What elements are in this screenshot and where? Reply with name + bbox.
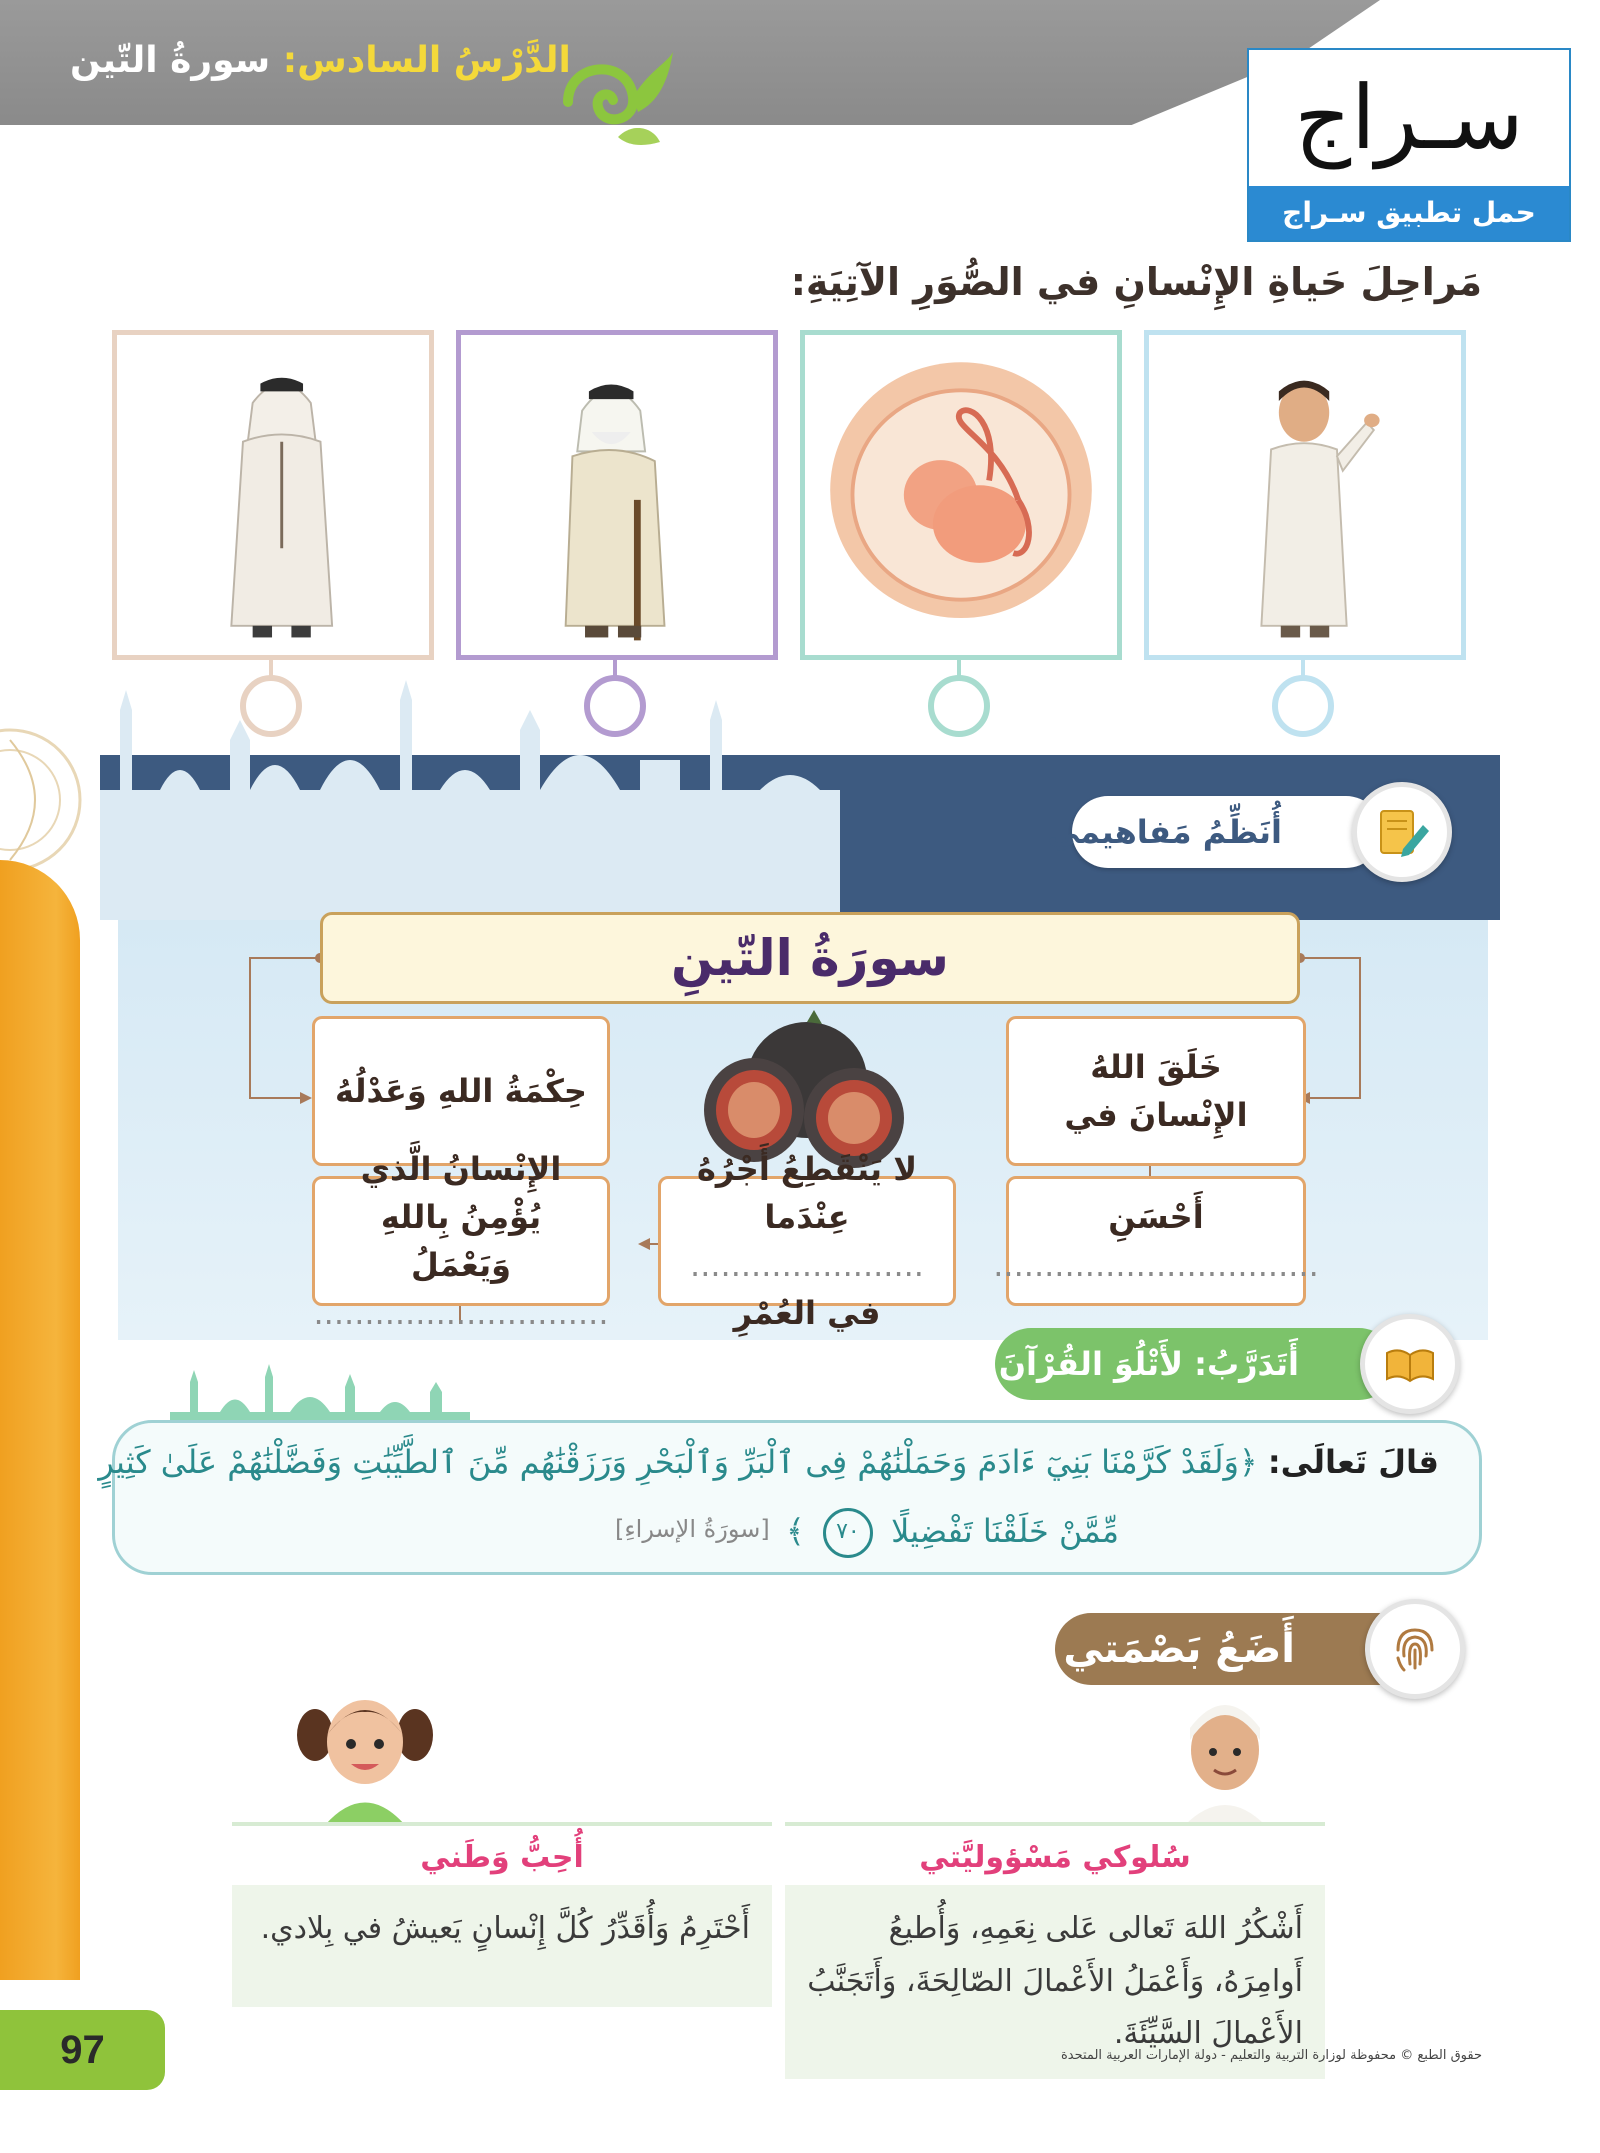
lesson-title [70,40,571,81]
verse-intro: قالَ تَعالَى: [1267,1443,1439,1481]
imprint-label: أَضَعُ بَصْمَتي [1063,1626,1295,1672]
concept-line: لا يَنْقَطِعُ أَجْرُهُ عِنْدَما [696,1150,918,1236]
behaviour-heading: سُلوكي مَسْؤوليَّتي [919,1840,1191,1875]
boy-icon [1149,335,1461,655]
surah-reference: [سورَةُ الإسراءِ] [615,1515,770,1543]
homeland-text: أَحْتَرِمُ وَأُقَدِّرُ كُلَّ إِنْسانٍ يَعيشُ في بِلادي. [232,1885,772,2007]
boy-avatar-icon [1170,1690,1280,1825]
verse-line-1 [98,1443,1439,1481]
lesson-label: الدَّرْسُ السادس: [282,40,571,81]
concept-line: الإِنْسانُ الَّذي يُؤْمِنُ بِاللهِ [360,1150,562,1236]
practice-icon-holder [1360,1314,1460,1414]
stage-card-elderly [456,330,778,660]
verse-close: ﴾ [786,1512,805,1550]
blank-line[interactable]: ............................. [313,1294,609,1332]
stage-card-boy [1144,330,1466,660]
verse-text: ﴿وَلَقَدْ كَرَّمْنَا بَنِيٓ ءَادَمَ وَحَمَلْنَٰهُمْ فِى ٱلْبَرِّ وَٱلْبَحْرِ وَرَزَقْنَٰهُم مِّنَ ٱلطَّيِّبَٰتِ وَفَضَّلْنَٰهُمْ عَلَىٰ كَثِيرٍ [98,1443,1258,1481]
concept-box-wisdom [312,1016,610,1166]
swirl-ornament-icon [548,42,678,152]
fetus-icon [805,335,1117,655]
verse-number: ٧٠ [823,1508,873,1558]
page-number: 97 [0,2010,165,2090]
fingerprint-icon [1386,1620,1444,1678]
concept-box-creation [1006,1016,1306,1166]
stage-card-fetus [800,330,1122,660]
verse-text: مِّمَّنْ خَلَقْنَا تَفْضِيلًا [891,1512,1119,1550]
behaviour-text: أَشْكُرُ اللهَ تَعالى عَلى نِعَمِهِ، وَأُطيعُ أَوامِرَهُ، وَأَعْمَلُ الأَعْمالَ الصّالِحَةَ، وَأَتَجَنَّبُ الأَعْمالَ السَّيِّئَةَ. [785,1885,1325,2079]
divider [785,1822,1325,1826]
concept-line: أَحْسَنِ [1108,1198,1204,1236]
copyright-notice: حقوق الطبع © محفوظة لوزارة التربية والتعليم - دولة الإمارات العربية المتحدة [1060,2048,1482,2063]
concept-box-fill-ahsan[interactable] [993,1176,1319,1306]
concept-line: حِكْمَةُ اللهِ وَعَدْلُهُ [335,1072,587,1110]
imprint-icon-holder [1365,1599,1465,1699]
practice-pill [888,1328,1395,1400]
elderly-man-icon [461,335,773,655]
practice-label: أَتَدَرَّبُ: لأَتْلُوَ القُرْآنَ الكَريمَ [888,1345,1299,1383]
mini-mosque-skyline-icon [170,1362,470,1428]
side-decoration [0,860,80,1980]
concept-box-fill-believer[interactable] [312,1150,610,1332]
siraj-logo[interactable] [1247,48,1571,242]
concept-line: الإِنْسانَ في [1064,1096,1248,1134]
question-title: مَراحِلَ حَياةِ الإِنْسانِ في الصُّوَرِ الآتِيَةِ: [790,260,1482,304]
organize-icon-holder [1352,782,1452,882]
notebook-pencil-icon [1373,803,1431,861]
imprint-behaviour-column [785,1822,1325,2079]
organize-label: أُنَظِّمُ مَفاهيمي [1047,813,1282,851]
concept-line: خَلَقَ اللهُ [1090,1048,1222,1086]
organize-concepts-pill [1047,796,1382,868]
verse-frame [98,1420,1482,1575]
girl-avatar-icon [295,1680,435,1825]
blank-line[interactable]: ................................ [993,1246,1319,1284]
verse-line-2 [786,1508,1119,1558]
homeland-heading: أُحِبُّ وَطَني [420,1840,584,1875]
adult-man-icon [117,335,429,655]
blank-line[interactable]: ....................... [690,1246,924,1284]
lesson-name: سورةُ التّين [70,40,271,81]
imprint-pill [1055,1613,1395,1685]
concept-title: سورَةُ التّينِ [320,912,1300,1004]
logo-tagline: حمل تطبيق سـراج [1249,186,1569,240]
concept-line: وَيَعْمَلُ [411,1246,511,1284]
imprint-homeland-column [232,1822,772,2007]
logo-word: سـراج [1294,66,1524,169]
open-quran-icon [1381,1335,1439,1393]
stage-card-adult [112,330,434,660]
concept-line: في العُمْرِ [733,1294,881,1332]
concept-box-fill-reward[interactable] [658,1150,956,1332]
divider [232,1822,772,1826]
